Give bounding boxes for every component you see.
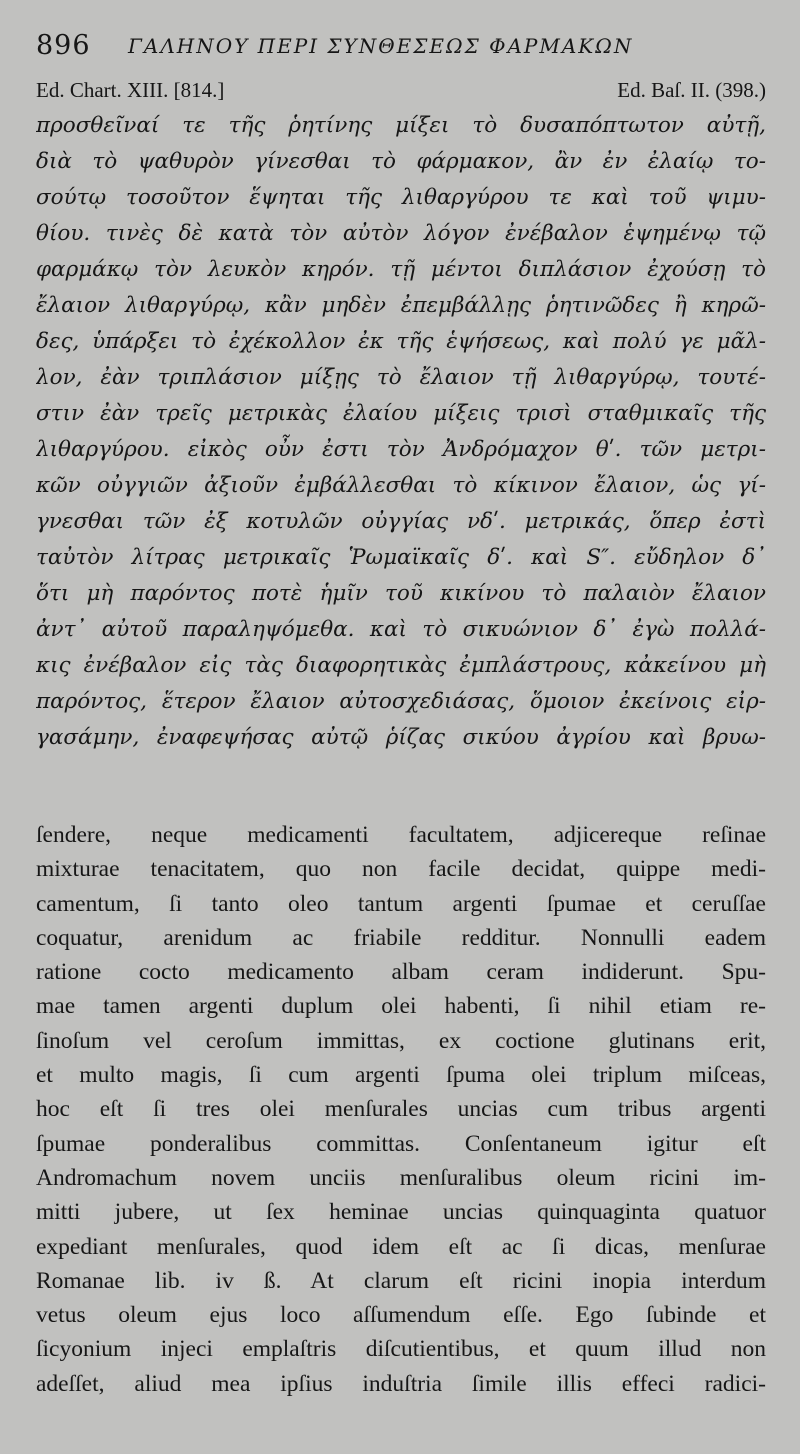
edition-chartier-ref: Ed. Chart. XIII. [814.]: [36, 78, 225, 102]
latin-text-block: [36, 818, 766, 1401]
greek-line: κις ἐνέβαλον εἰς τὰς διαφορητικὰς ἐμπλάστρους, κἀκείνου μὴ: [36, 653, 766, 678]
latin-line: camentum, ſi tanto oleo tantum argenti ſpumae et ceruſſae: [36, 890, 766, 917]
latin-line: mitti jubere, ut ſex heminae uncias quinquaginta quatuor: [36, 1199, 766, 1226]
latin-line: ſpumae ponderalibus committas. Conſentaneum igitur eſt: [36, 1130, 766, 1157]
latin-line: ſendere, neque medicamenti facultatem, adjicereque reſinae: [36, 822, 766, 848]
greek-line: θίου. τινὲς δὲ κατὰ τὸν αὐτὸν λόγον ἐνέβαλον ἑψημένῳ τῷ: [36, 221, 766, 246]
greek-line: γασάμην, ἐναφεψήσας αὐτῷ ῥίζας σικύου ἀγρίου καὶ βρυω-: [36, 725, 766, 750]
greek-line: παρόντος, ἕτερον ἔλαιον αὐτοσχεδιάσας, ὅμοιον ἐκείνοις εἰρ-: [36, 689, 766, 714]
running-title: ΓΑΛΗΝΟΥ ΠΕΡΙ ΣΥΝΘΕΣΕΩΣ ΦΑΡΜΑΚΩΝ: [128, 34, 634, 58]
latin-line: ratione cocto medicamento albam ceram indiderunt. Spu-: [36, 959, 766, 986]
greek-line: κῶν οὐγγιῶν ἀξιοῦν ἐμβάλλεσθαι τὸ κίκινον ἔλαιον, ὡς γί-: [36, 473, 766, 498]
edition-references: [36, 78, 766, 106]
greek-line: δες, ὑπάρξει τὸ ἐχέκολλον ἐκ τῆς ἑψήσεως, καὶ πολύ γε μᾶλ-: [36, 329, 766, 354]
greek-line: γνεσθαι τῶν ἐξ κοτυλῶν οὐγγίας νδʹ. μετρικάς, ὅπερ ἐστὶ: [36, 509, 766, 534]
greek-line: σούτῳ τοσοῦτον ἕψηται τῆς λιθαργύρου τε καὶ τοῦ ψιμυ-: [36, 185, 766, 210]
greek-line: προσθεῖναί τε τῆς ῥητίνης μίξει τὸ δυσαπόπτωτον αὐτῇ,: [36, 113, 766, 138]
greek-text-block: [36, 108, 766, 756]
latin-line: ſinoſum vel ceroſum immittas, ex coctione glutinans erit,: [36, 1027, 766, 1054]
greek-line: διὰ τὸ ψαθυρὸν γίνεσθαι τὸ φάρμακον, ἂν ἐν ἐλαίῳ το-: [36, 149, 766, 174]
greek-line: ταὐτὸν λίτρας μετρικαῖς Ῥωμαϊκαῖς δʹ. καὶ S″. εὔδηλον δ᾽: [36, 545, 766, 570]
greek-line: στιν ἐὰν τρεῖς μετρικὰς ἐλαίου μίξεις τρισὶ σταθμικαῖς τῆς: [36, 401, 766, 426]
greek-line: ἔλαιον λιθαργύρῳ, κἂν μηδὲν ἐπεμβάλλῃς ῥητινῶδες ἢ κηρῶ-: [36, 293, 766, 318]
latin-line: Romanae lib. iv ß. At clarum eſt ricini inopia interdum: [36, 1267, 766, 1294]
edition-basel-ref: Ed. Baſ. II. (398.): [617, 78, 766, 102]
latin-line: hoc eſt ſi tres olei menſurales uncias cum tribus argenti: [36, 1096, 766, 1123]
latin-line: mae tamen argenti duplum olei habenti, ſi nihil etiam re-: [36, 993, 766, 1020]
page-header: [36, 30, 766, 64]
greek-line: ὅτι μὴ παρόντος ποτὲ ἡμῖν τοῦ κικίνου τὸ παλαιὸν ἔλαιον: [36, 581, 766, 606]
latin-line: vetus oleum ejus loco aſſumendum eſſe. Ego ſubinde et: [36, 1302, 766, 1329]
greek-line: λιθαργύρου. εἰκὸς οὖν ἐστι τὸν Ἀνδρόμαχον θʹ. τῶν μετρι-: [36, 437, 766, 462]
latin-line: mixturae tenacitatem, quo non facile decidat, quippe medi-: [36, 856, 766, 883]
page-number: 896: [36, 30, 91, 61]
latin-line: coquatur, arenidum ac friabile redditur. Nonnulli eadem: [36, 924, 766, 951]
latin-line: expediant menſurales, quod idem eſt ac ſi dicas, menſurae: [36, 1233, 766, 1260]
latin-line: ſicyonium injeci emplaſtris diſcutientibus, et quum illud non: [36, 1336, 766, 1363]
greek-line: φαρμάκῳ τὸν λευκὸν κηρόν. τῇ μέντοι διπλάσιον ἐχούσῃ τὸ: [36, 257, 766, 282]
greek-line: λον, ἐὰν τριπλάσιον μίξῃς τὸ ἔλαιον τῇ λιθαργύρῳ, τουτέ-: [36, 365, 766, 390]
greek-line: ἀντ᾽ αὐτοῦ παραληψόμεθα. καὶ τὸ σικυώνιον δ᾽ ἐγὼ πολλά-: [36, 617, 766, 642]
latin-line: adeſſet, aliud mea ipſius induſtria ſimile illis effeci radici-: [36, 1370, 766, 1397]
latin-line: Andromachum novem unciis menſuralibus oleum ricini im-: [36, 1164, 766, 1191]
latin-line: et multo magis, ſi cum argenti ſpuma olei triplum miſceas,: [36, 1062, 766, 1089]
